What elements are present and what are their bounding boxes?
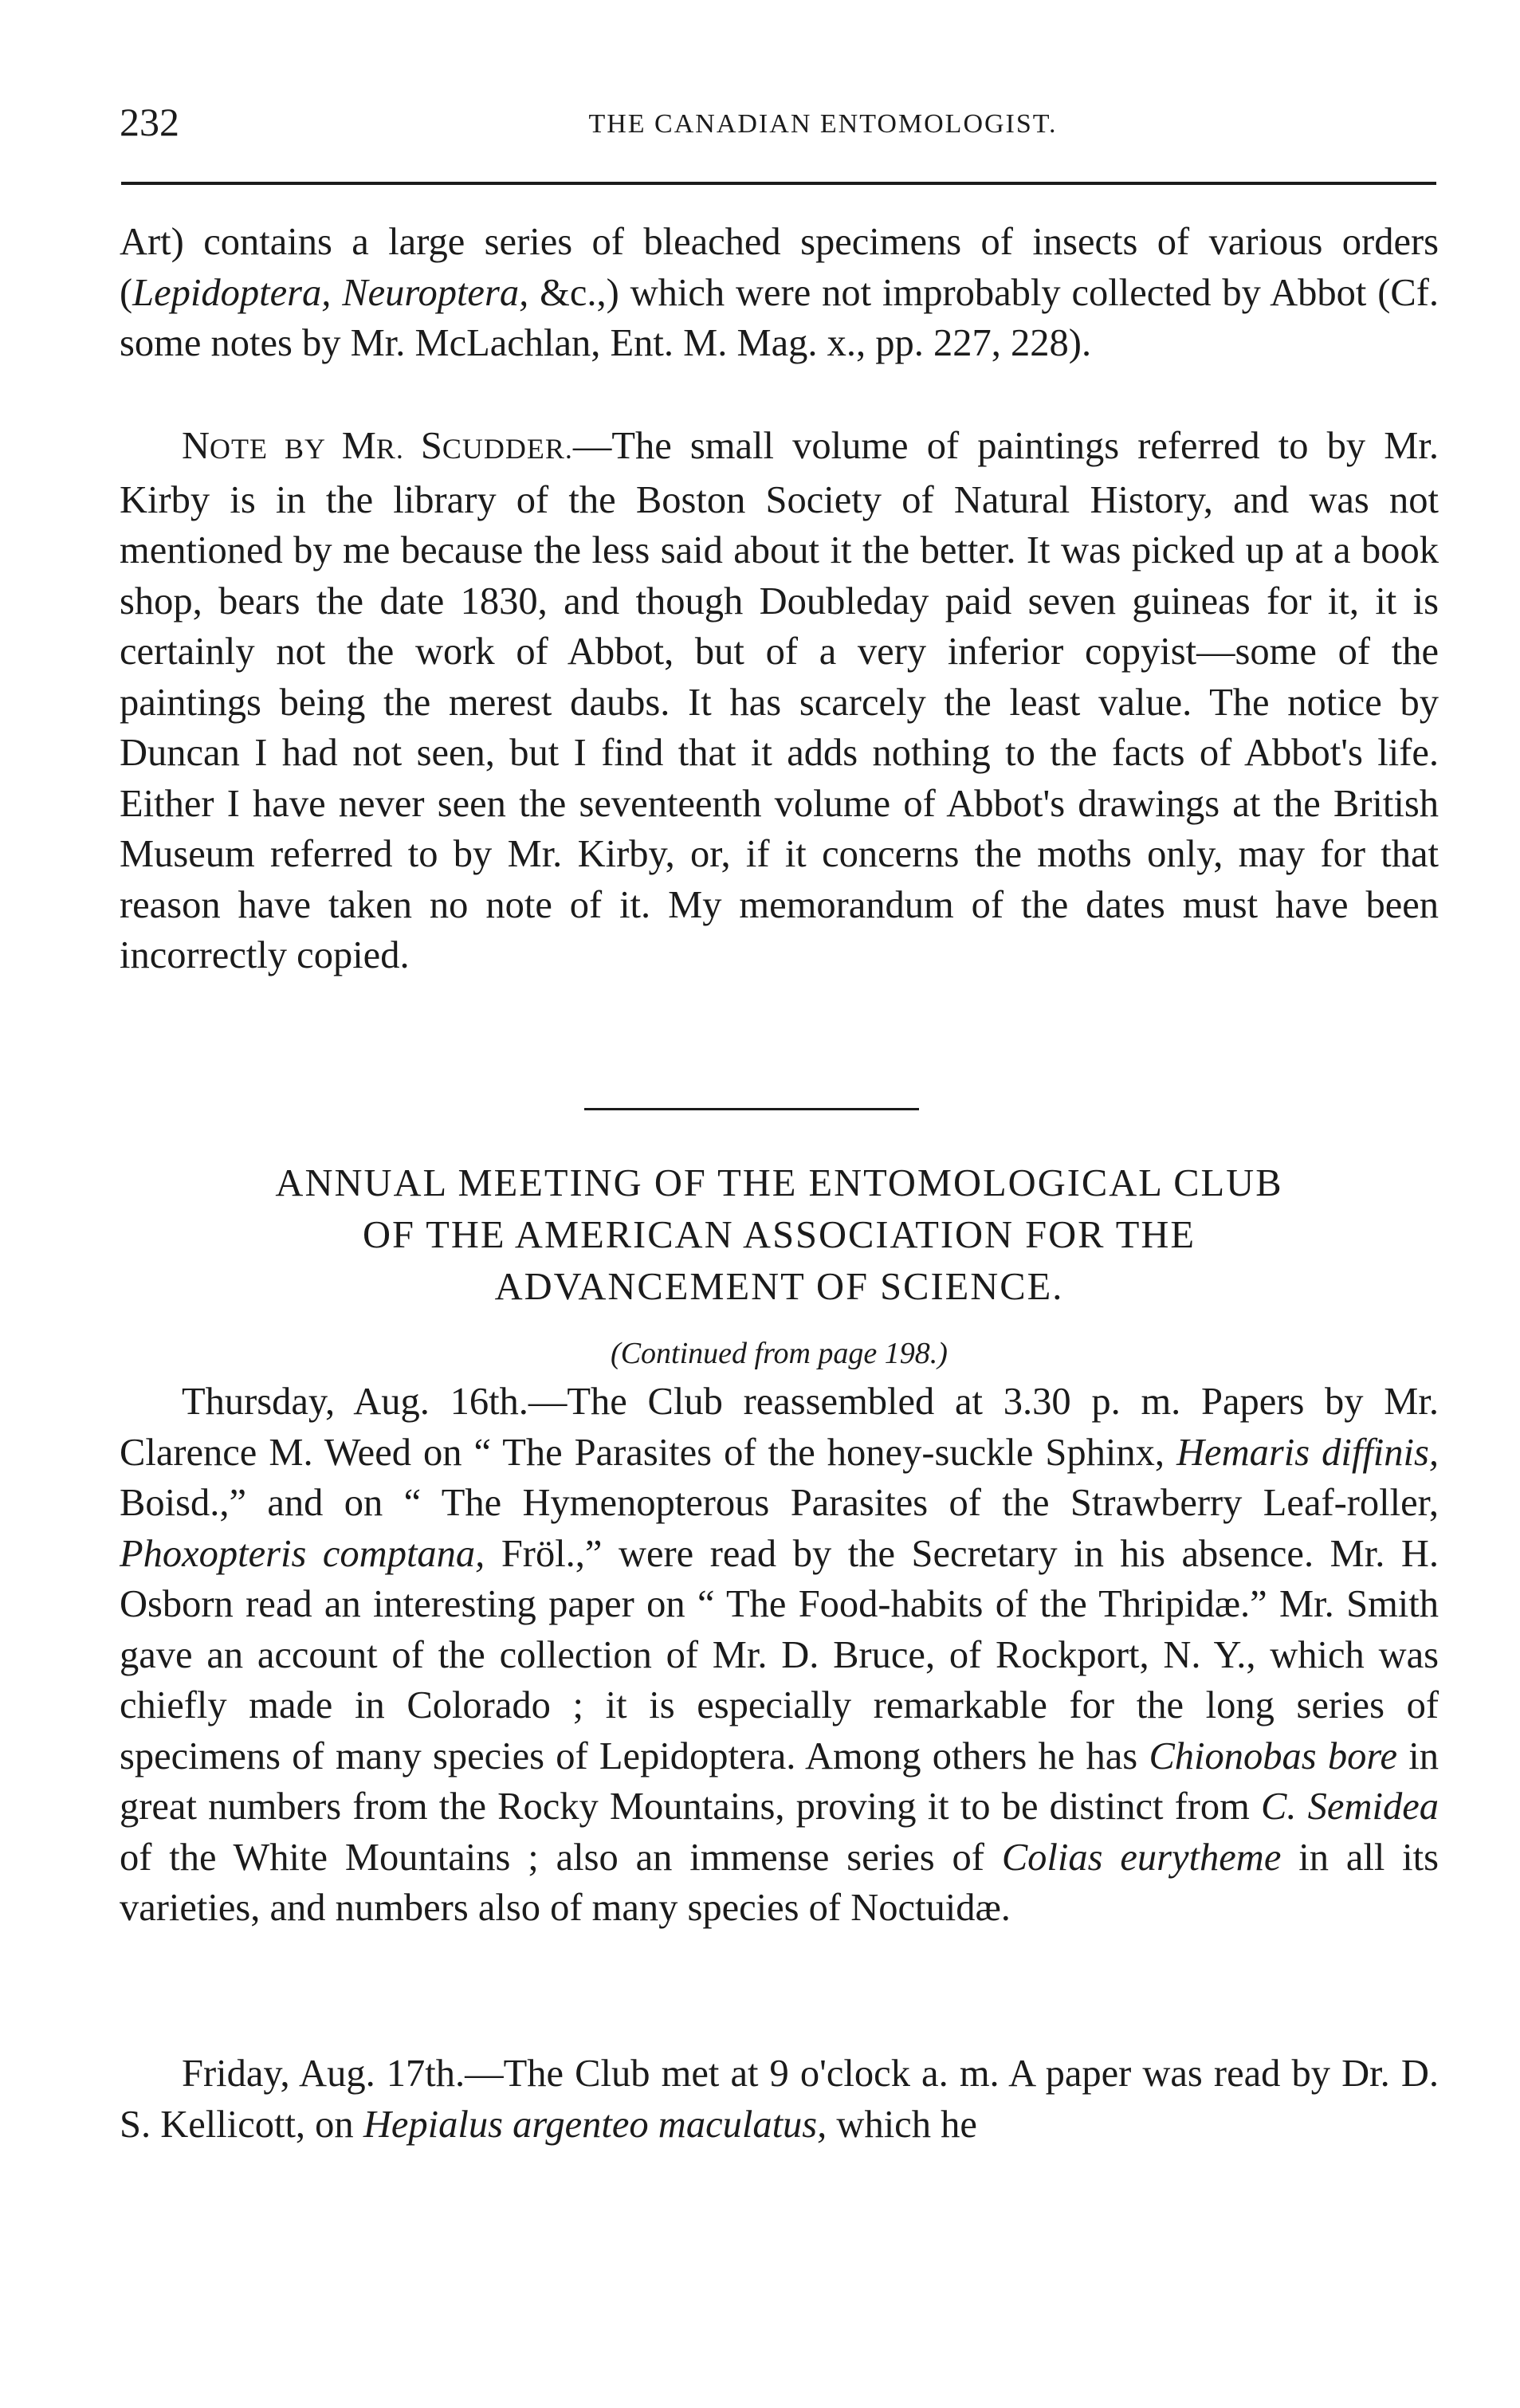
- note-smallcaps-n: N: [182, 425, 210, 467]
- thursday-italic-hemaris: Hemaris diffinis,: [1176, 1431, 1439, 1474]
- heading-line-1: ANNUAL MEETING OF THE ENTOMOLOGICAL CLUB: [275, 1162, 1283, 1204]
- note-smallcaps-s: S: [420, 425, 442, 467]
- thursday-text-1: Thursday, Aug. 16th.—The Club reassembled at 3.30 p. m. Papers by Mr. Clarence M. Weed on “ The Parasites of the honey-suckle Sphinx,: [120, 1381, 1439, 1474]
- paragraph-abbot-specimens: [120, 217, 1439, 369]
- para1-italic-orders: Lepidoptera, Neuroptera,: [132, 271, 529, 314]
- continued-note: (Continued from page 198.): [611, 1337, 948, 1370]
- friday-italic-hepialus: Hepialus argenteo maculatus,: [363, 2103, 827, 2146]
- para1-text-2: &c.,) which were not improbably collected by Abbot (Cf. some notes by Mr. McLachlan, Ent. M. Mag. x., pp. 227, 228).: [120, 271, 1439, 364]
- note-body: —The small volume of paintings referred to by Mr. Kirby is in the library of the Boston Society of Natural History, and was not mentioned by me because the less said about it the better. It was picked up at a book shop, bears the date 1830, and though Doubleday paid seven guineas for it, it is certainly not the work of Abbot, but of a very inferior copyist—some of the paintings being the merest daubs. It has scarcely the least value. The notice by Duncan I had not seen, but I find that it adds nothing to the facts of Abbot's life. Either I have never seen the seventeenth volume of Abbot's drawings at the British Museum referred to by Mr. Kirby, or, if it concerns the moths only, may for that reason have taken no note of it. My memorandum of the dates must have been incorrectly copied.: [120, 425, 1439, 976]
- para1-text-1: Art) contains a large series of bleached specimens of insects of various orders (: [120, 221, 1439, 314]
- thursday-text-6: in all its varieties, and numbers also of many species of Noctuidæ.: [120, 1836, 1439, 1929]
- header-rule: [121, 182, 1436, 185]
- thursday-italic-colias: Colias eurytheme: [1001, 1836, 1282, 1879]
- thursday-italic-phoxopteris: Phoxopteris comptana,: [120, 1532, 485, 1575]
- note-smallcaps-r: R.: [375, 433, 421, 465]
- section-heading: [120, 1157, 1439, 1313]
- friday-text-1: Friday, Aug. 17th.—The Club met at 9 o'clock a. m. A paper was read by Dr. D. S. Kellicott, on: [120, 2052, 1439, 2146]
- heading-line-2: OF THE AMERICAN ASSOCIATION FOR THE: [362, 1214, 1196, 1256]
- paragraph-friday: [120, 2049, 1439, 2150]
- thursday-text-5: of the White Mountains ; also an immense series of: [120, 1836, 1002, 1879]
- paragraph-note-by-scudder: [120, 421, 1439, 981]
- friday-text-2: which he: [827, 2103, 977, 2146]
- thursday-italic-chionobas: Chionobas bore: [1149, 1734, 1397, 1778]
- journal-title: THE CANADIAN ENTOMOLOGIST.: [588, 109, 1058, 139]
- thursday-text-2: Boisd.,” and on “ The Hymenopterous Parasites of the Strawberry Leaf-roller,: [120, 1482, 1439, 1524]
- note-smallcaps-m: M: [341, 425, 376, 467]
- note-smallcaps-cudder: CUDDER.: [442, 433, 573, 465]
- thursday-text-4: in great numbers from the Rocky Mountains, proving it to be distinct from: [120, 1734, 1439, 1828]
- thursday-text-3: Fröl.,” were read by the Secretary in his absence. Mr. H. Osborn read an interesting paper on “ The Food-habits of the Thripidæ.” Mr. Smith gave an account of the collection of Mr. D. Bruce, of Rockport, N. Y., which was chiefly made in Colorado ; it is especially remarkable for the long series of specimens of many species of Lepidoptera. Among others he has: [120, 1532, 1439, 1778]
- page-number: 232: [120, 100, 179, 144]
- heading-line-3: ADVANCEMENT OF SCIENCE.: [494, 1266, 1064, 1308]
- note-smallcaps-ote-by: OTE BY: [210, 433, 342, 465]
- section-divider-rule: [584, 1108, 919, 1110]
- running-head: [120, 94, 1439, 158]
- paragraph-thursday: [120, 1377, 1439, 1934]
- thursday-italic-semidea: C. Semidea: [1261, 1785, 1439, 1828]
